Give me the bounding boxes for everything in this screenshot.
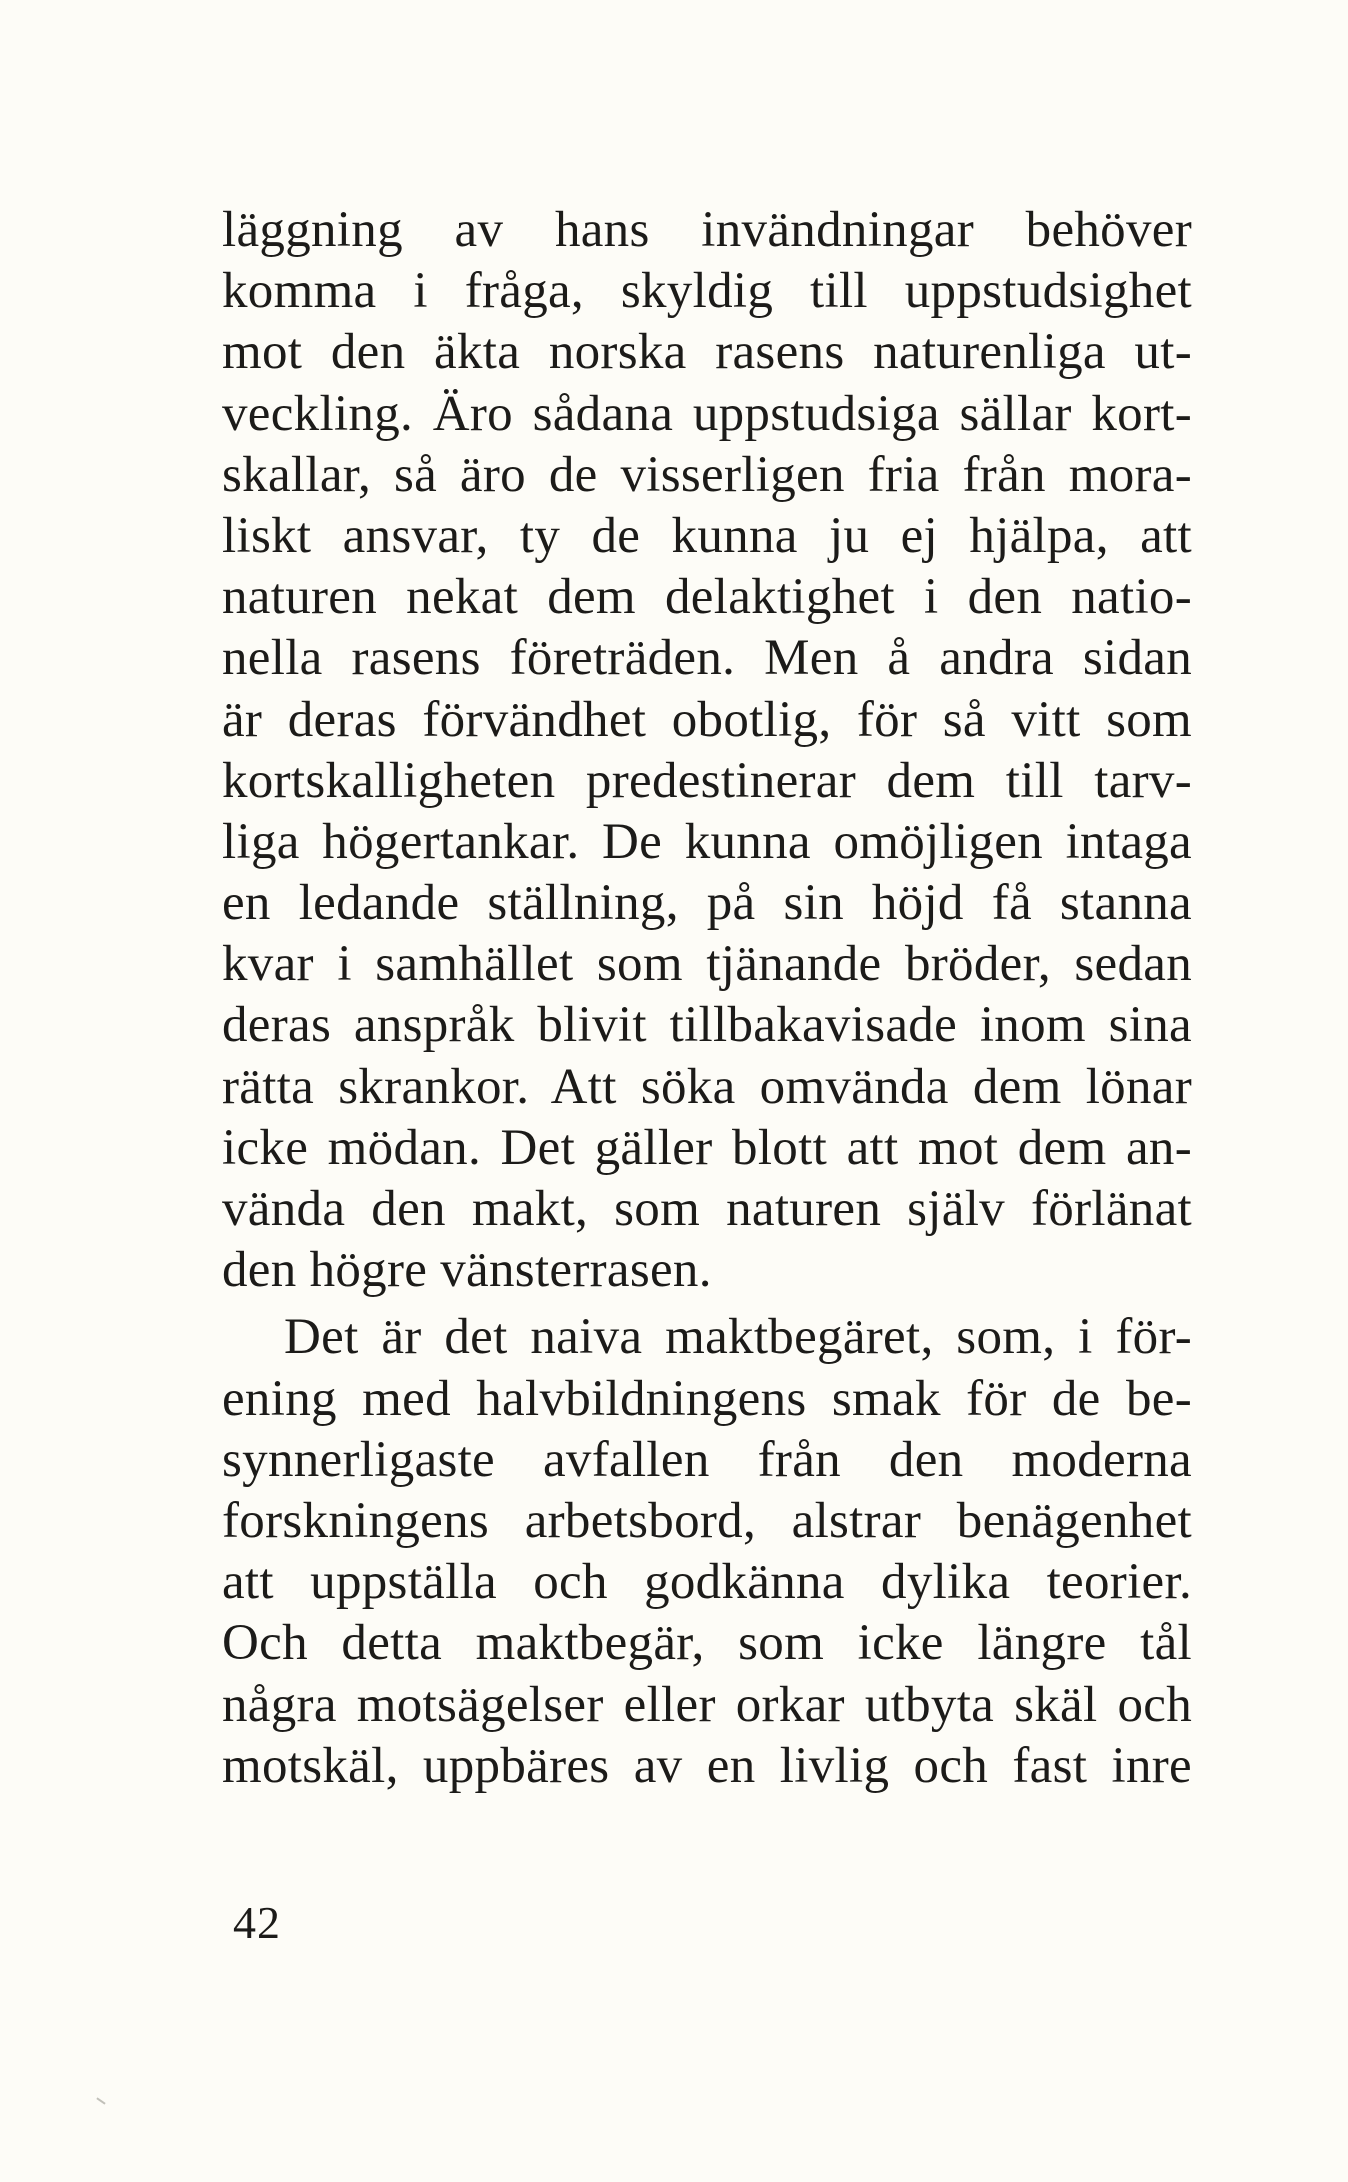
text-line: forskningens arbetsbord, alstrar benägenhet <box>222 1492 1192 1549</box>
text-line: icke mödan. Det gäller blott att mot dem an- <box>222 1119 1192 1176</box>
text-line: liga högertankar. De kunna omöjligen intaga <box>222 813 1192 870</box>
body-text <box>222 200 1192 1797</box>
text-line: att uppställa och godkänna dylika teorier. <box>222 1554 1192 1611</box>
text-line: kortskalligheten predestinerar dem till tarv- <box>222 752 1192 809</box>
text-line: vända den makt, som naturen själv förlänat <box>222 1181 1192 1237</box>
paper-speck <box>96 2097 105 2104</box>
text-line: motskäl, uppbäres av en livlig och fast inre <box>222 1737 1192 1794</box>
text-line: en ledande ställning, på sin höjd få stanna <box>222 875 1192 932</box>
text-line: naturen nekat dem delaktighet i den natio- <box>222 569 1192 626</box>
paragraph-2 <box>222 1307 1192 1797</box>
text-line: Det är det naiva maktbegäret, som, i för- <box>284 1309 1192 1366</box>
text-line: nella rasens företräden. Men å andra sidan <box>222 630 1192 687</box>
text-line: ening med halvbildningens smak för de be- <box>222 1370 1192 1427</box>
page-number: 42 <box>233 1897 281 1948</box>
text-line: rätta skrankor. Att söka omvända dem lönar <box>222 1058 1192 1115</box>
text-line: några motsägelser eller orkar utbyta skäl och <box>222 1676 1192 1733</box>
text-line: synnerligaste avfallen från den moderna <box>222 1431 1192 1488</box>
text-line: deras anspråk blivit tillbakavisade inom sina <box>222 997 1192 1054</box>
text-line: Och detta maktbegär, som icke längre tål <box>222 1615 1192 1672</box>
text-line: kvar i samhället som tjänande bröder, sedan <box>222 936 1192 993</box>
paragraph-1 <box>222 200 1192 1301</box>
text-line: den högre vänsterrasen. <box>222 1242 712 1299</box>
text-line: läggning av hans invändningar behöver <box>222 202 1192 258</box>
text-line: liskt ansvar, ty de kunna ju ej hjälpa, att <box>222 507 1192 564</box>
text-line: är deras förvändhet obotlig, för så vitt som <box>222 691 1192 748</box>
text-line: mot den äkta norska rasens naturenliga ut- <box>222 324 1192 381</box>
text-line: skallar, så äro de visserligen fria från mora- <box>222 446 1192 503</box>
text-line: veckling. Äro sådana uppstudsiga sällar kort- <box>222 385 1192 442</box>
text-line: komma i fråga, skyldig till uppstudsighet <box>222 263 1192 320</box>
